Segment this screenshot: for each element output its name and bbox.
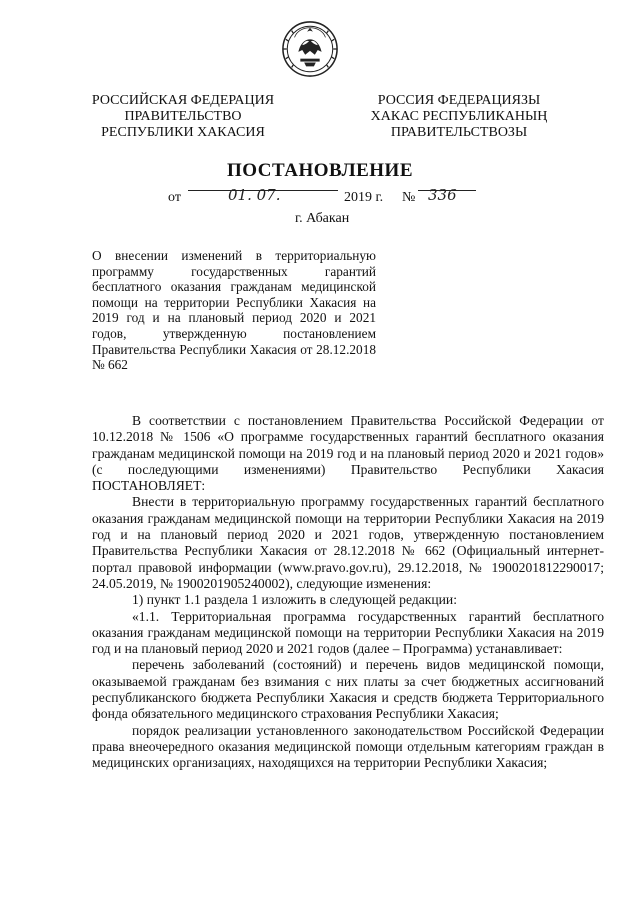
- document-subject: О внесении изменений в территориальную программу государственных гарантий бесплатного оказания гражданам медицинской помощи на территории Республики Хакасия на 2019 год и на плановый период 2020 и 2021 годов, утвержденную постановлением Правительства Республики Хакасия от 28.12.2018 № 662: [92, 248, 376, 373]
- date-year: 2019 г.: [344, 190, 384, 205]
- header-right-line: ХАКАС РЕСПУБЛИКАНЫҢ: [370, 109, 548, 124]
- header-right-line: РОССИЯ ФЕДЕРАЦИЯЗЫ: [377, 93, 541, 108]
- document-body: [92, 413, 604, 772]
- body-paragraph: перечень заболеваний (состояний) и перечень видов медицинской помощи, оказываемой гражданам без взимания с них платы за счет бюджетных ассигнований республиканского бюджета Республики Хакасия и средств бюджета Территориального фонда обязательного медицинского страхования Республики Хакасия;: [92, 657, 604, 722]
- header-left-line: ПРАВИТЕЛЬСТВО: [124, 109, 242, 124]
- date-prefix: от: [168, 190, 181, 205]
- header-right-line: ПРАВИТЕЛЬСТВОЗЫ: [390, 125, 528, 140]
- document-title: ПОСТАНОВЛЕНИЕ: [226, 160, 414, 181]
- body-paragraph: В соответствии с постановлением Правительства Российской Федерации от 10.12.2018 № 1506 «О программе государственных гарантий бесплатного оказания гражданам медицинской помощи на 2019 год и на плановый период 2020 и 2021 годов» (с последующими изменениями) Правительство Республики Хакасия ПОСТАНОВЛЯЕТ:: [92, 413, 604, 494]
- handwritten-date: 01. 07.: [228, 186, 281, 204]
- body-paragraph: 1) пункт 1.1 раздела 1 изложить в следующей редакции:: [132, 592, 457, 608]
- header-left-line: РЕСПУБЛИКИ ХАКАСИЯ: [101, 125, 265, 140]
- header-left-line: РОССИЙСКАЯ ФЕДЕРАЦИЯ: [91, 93, 275, 108]
- body-paragraph: порядок реализации установленного законодательством Российской Федерации права внеочередного оказания медицинской помощи отдельным категориям граждан в медицинских организациях, находящихся на территории Республики Хакасия;: [92, 722, 604, 771]
- coat-of-arms-emblem: [281, 20, 339, 78]
- city: г. Абакан: [295, 211, 350, 226]
- handwritten-number: 336: [428, 186, 457, 204]
- body-paragraph: Внести в территориальную программу государственных гарантий бесплатного оказания гражданам медицинской помощи на территории Республики Хакасия на 2019 год и на плановый период 2020 и 2021 годов, утвержденную постановлением Правительства Республики Хакасия от 28.12.2018 № 662 (Официальный интернет-портал правовой информации (www.pravo.gov.ru), 29.12.2018, № 1900201812290017; 24.05.2019, № 1900201905240002), следующие изменения:: [92, 494, 604, 591]
- header-right-block: [364, 93, 554, 141]
- number-prefix: №: [402, 190, 416, 205]
- body-paragraph: «1.1. Территориальная программа государственных гарантий бесплатного оказания гражданам медицинской помощи на территории Республики Хакасия на 2019 год и на плановый период 2020 и 2021 годов (далее – Программа) устанавливает:: [92, 608, 604, 657]
- header-left-block: [88, 93, 278, 141]
